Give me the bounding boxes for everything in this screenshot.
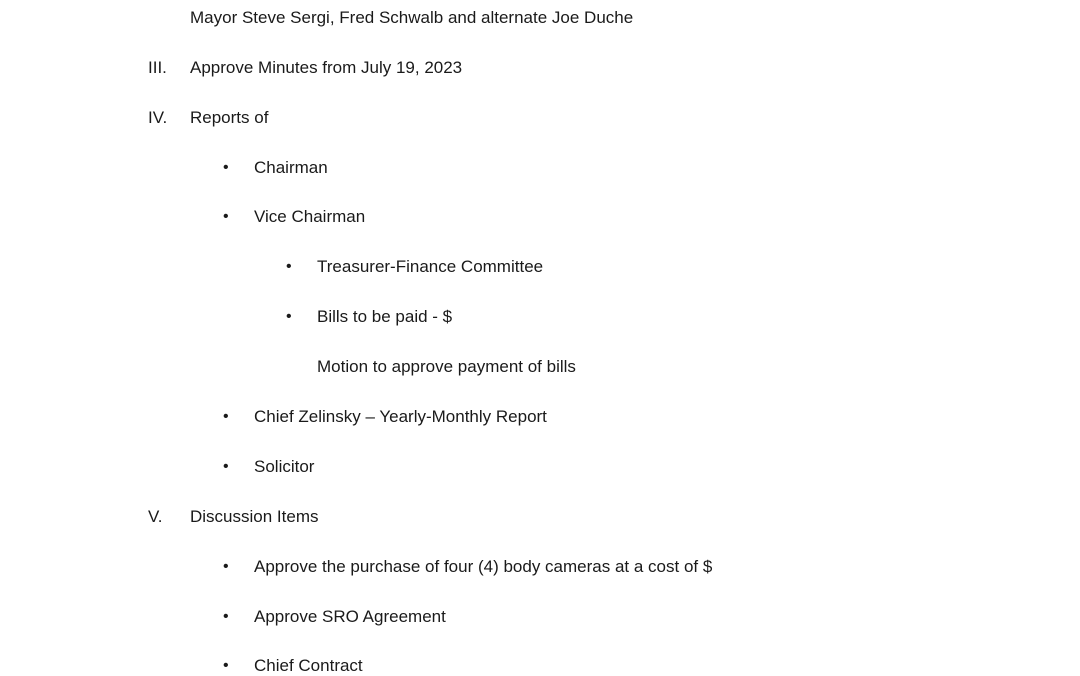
report-item-bills: Bills to be paid - $ xyxy=(317,307,453,326)
bullet-icon: • xyxy=(286,308,292,325)
report-item-motion: Motion to approve payment of bills xyxy=(317,357,576,376)
bullet-icon: • xyxy=(223,408,229,425)
section-title-discussion-items: Discussion Items xyxy=(190,507,319,526)
bullet-icon: • xyxy=(223,608,229,625)
report-item-chairman: Chairman xyxy=(254,158,328,177)
bullet-icon: • xyxy=(223,208,229,225)
report-item-solicitor: Solicitor xyxy=(254,457,315,476)
section-title-reports-of: Reports of xyxy=(190,108,269,127)
report-item-chief-report: Chief Zelinsky – Yearly-Monthly Report xyxy=(254,407,547,426)
section-numeral-iv: IV. xyxy=(148,108,168,127)
discussion-item-body-cameras: Approve the purchase of four (4) body cameras at a cost of $ xyxy=(254,557,713,576)
bullet-icon: • xyxy=(286,258,292,275)
bullet-icon: • xyxy=(223,657,229,674)
bullet-icon: • xyxy=(223,159,229,176)
report-item-treasurer: Treasurer-Finance Committee xyxy=(317,257,544,276)
report-item-vice-chairman: Vice Chairman xyxy=(254,207,366,226)
bullet-icon: • xyxy=(223,458,229,475)
discussion-item-chief-contract: Chief Contract xyxy=(254,656,363,675)
section-numeral-iii: III. xyxy=(148,58,167,77)
discussion-item-sro-agreement: Approve SRO Agreement xyxy=(254,607,446,626)
section-title-approve-minutes: Approve Minutes from July 19, 2023 xyxy=(190,58,463,77)
section-numeral-v: V. xyxy=(148,507,163,526)
bullet-icon: • xyxy=(223,558,229,575)
attendees-line: Mayor Steve Sergi, Fred Schwalb and alternate Joe Duche xyxy=(190,8,634,27)
